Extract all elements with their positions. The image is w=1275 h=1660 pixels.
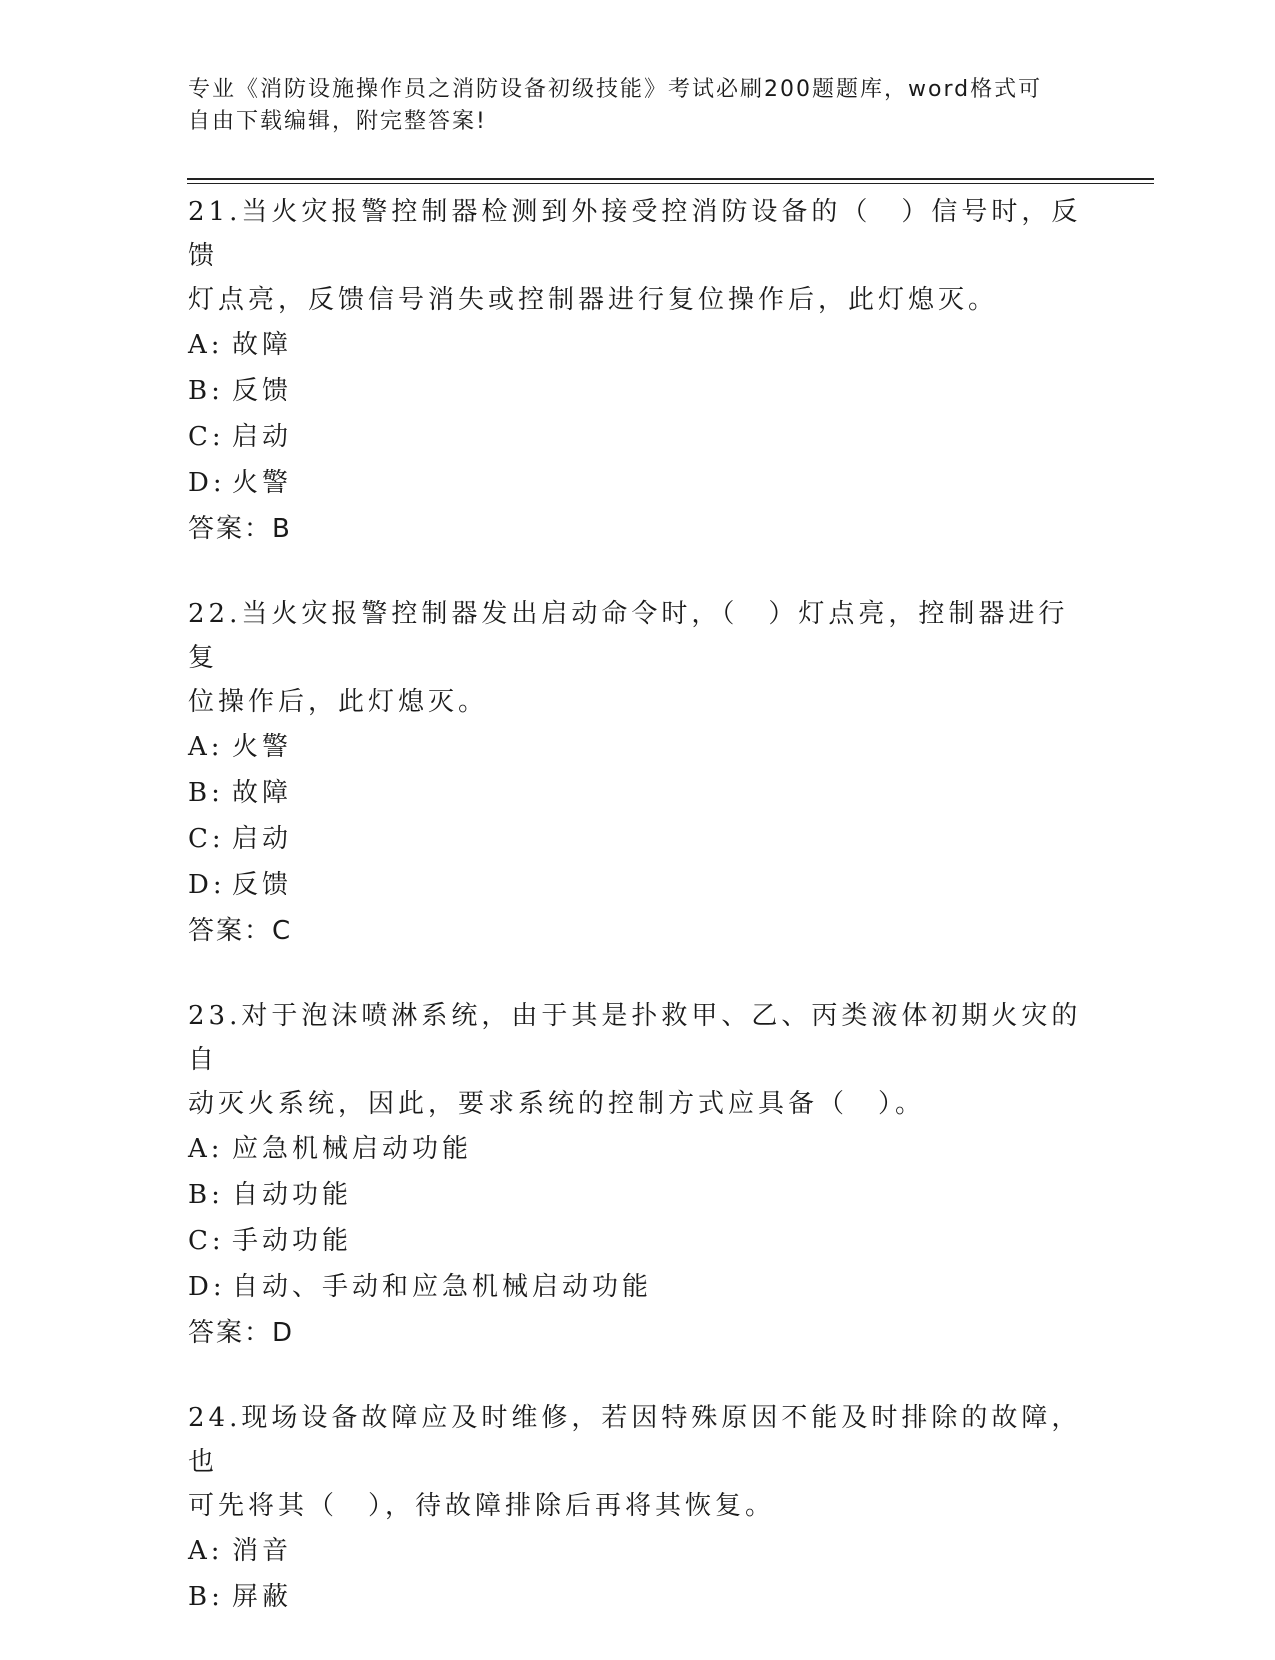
option-b bbox=[188, 1172, 1088, 1218]
question-23 bbox=[188, 994, 1088, 1356]
question-stem-line: 22.当火灾报警控制器发出启动命令时，（ ）灯点亮，控制器进行复 bbox=[188, 599, 1069, 673]
question-stem-line: 可先将其（ ），待故障排除后再将其恢复。 bbox=[188, 1491, 776, 1521]
option-key: C: bbox=[188, 824, 225, 854]
option-b bbox=[188, 770, 1088, 816]
question-stem-line: 23.对于泡沫喷淋系统，由于其是扑救甲、乙、丙类液体初期火灾的自 bbox=[188, 1001, 1082, 1075]
header-line-2: 自由下载编辑，附完整答案! bbox=[188, 109, 487, 134]
option-text: 启动 bbox=[232, 824, 293, 854]
question-stem-line: 位操作后，此灯熄灭。 bbox=[188, 687, 489, 717]
option-key: B: bbox=[188, 778, 224, 808]
question-stem-line: 21.当火灾报警控制器检测到外接受控消防设备的（ ）信号时，反馈 bbox=[188, 197, 1082, 271]
option-text: 自动功能 bbox=[232, 1180, 353, 1210]
option-text: 手动功能 bbox=[232, 1226, 353, 1256]
option-text: 火警 bbox=[232, 732, 293, 762]
answer-line: 答案：C bbox=[188, 916, 293, 946]
option-c bbox=[188, 1218, 1088, 1264]
option-key: B: bbox=[188, 376, 224, 406]
option-c bbox=[188, 414, 1088, 460]
option-text: 火警 bbox=[232, 468, 293, 498]
option-a bbox=[188, 322, 1088, 368]
question-list bbox=[188, 190, 1088, 1660]
option-a bbox=[188, 724, 1088, 770]
option-d bbox=[188, 1264, 1088, 1310]
option-key: D: bbox=[188, 870, 226, 900]
option-key: A: bbox=[188, 1536, 224, 1566]
option-b bbox=[188, 1574, 1088, 1620]
question-stem-line: 动灭火系统，因此，要求系统的控制方式应具备（ ）。 bbox=[188, 1089, 926, 1119]
option-text: 自动、手动和应急机械启动功能 bbox=[232, 1272, 653, 1302]
option-text: 启动 bbox=[232, 422, 293, 452]
option-text: 故障 bbox=[232, 778, 293, 808]
option-c bbox=[188, 816, 1088, 862]
header-divider-thin bbox=[187, 183, 1154, 184]
option-text: 应急机械启动功能 bbox=[232, 1134, 473, 1164]
option-key: B: bbox=[188, 1582, 224, 1612]
question-stem-line: 24.现场设备故障应及时维修，若因特殊原因不能及时排除的故障，也 bbox=[188, 1403, 1082, 1477]
answer-line: 答案：B bbox=[188, 514, 292, 544]
option-key: B: bbox=[188, 1180, 224, 1210]
option-key: C: bbox=[188, 1226, 225, 1256]
option-key: A: bbox=[188, 330, 224, 360]
option-text: 反馈 bbox=[232, 870, 293, 900]
option-text: 反馈 bbox=[232, 376, 293, 406]
option-b bbox=[188, 368, 1088, 414]
document-header bbox=[188, 74, 1068, 138]
header-divider-thick bbox=[187, 178, 1154, 180]
option-text: 消音 bbox=[232, 1536, 293, 1566]
question-24 bbox=[188, 1396, 1088, 1620]
option-d bbox=[188, 862, 1088, 908]
question-21 bbox=[188, 190, 1088, 552]
option-key: A: bbox=[188, 1134, 224, 1164]
option-key: D: bbox=[188, 1272, 226, 1302]
option-key: C: bbox=[188, 422, 225, 452]
option-key: D: bbox=[188, 468, 226, 498]
option-text: 故障 bbox=[232, 330, 293, 360]
option-d bbox=[188, 460, 1088, 506]
answer-line: 答案：D bbox=[188, 1318, 295, 1348]
option-text: 屏蔽 bbox=[232, 1582, 293, 1612]
question-22 bbox=[188, 592, 1088, 954]
option-key: A: bbox=[188, 732, 224, 762]
question-stem-line: 灯点亮，反馈信号消失或控制器进行复位操作后，此灯熄灭。 bbox=[188, 285, 999, 315]
option-a bbox=[188, 1528, 1088, 1574]
header-line-1: 专业《消防设施操作员之消防设备初级技能》考试必刷200题题库，word格式可 bbox=[188, 77, 1043, 102]
option-a bbox=[188, 1126, 1088, 1172]
